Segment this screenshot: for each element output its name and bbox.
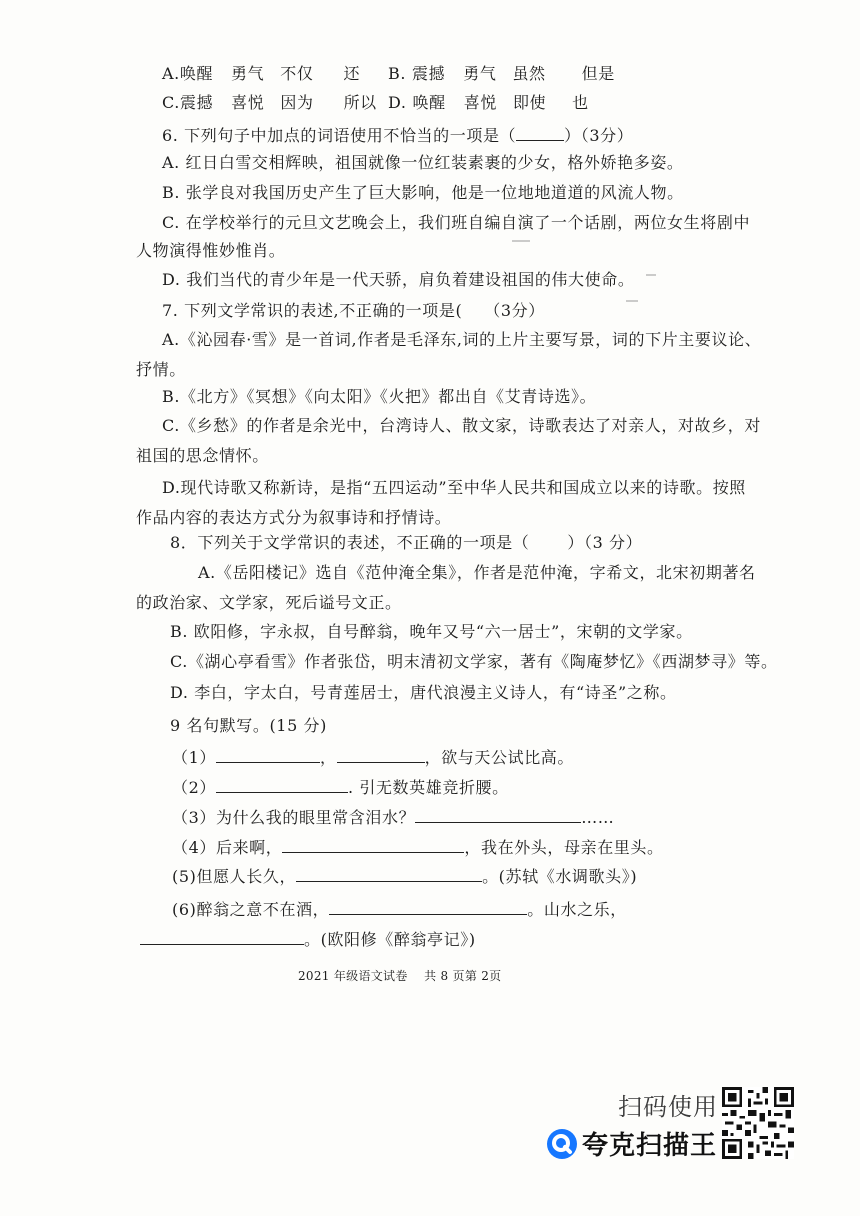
q7-option-d-line1: D.现代诗歌又称新诗，是指“五四运动”至中华人民共和国成立以来的诗歌。按照 (162, 478, 746, 497)
q9-item-4-blank[interactable] (282, 836, 464, 853)
q6-stem: 6. 下列句子中加点的词语使用不恰当的一项是（ ）（3分） (162, 126, 634, 145)
q5-option-b: B. 震撼 勇气 虽然 但是 (388, 64, 615, 83)
q5-option-d: D. 唤醒 喜悦 即使 也 (388, 93, 589, 112)
q9-item-2: （2） . 引无数英雄竞折腰。 (172, 778, 509, 797)
page-footer: 2021 年级语文试卷 共 8 页第 2页 (298, 969, 502, 983)
q9-item-1: （1） ， ，欲与天公试比高。 (172, 748, 574, 767)
q7-option-c-line1: C.《乡愁》的作者是余光中，台湾诗人、散文家，诗歌表达了对亲人，对故乡，对 (162, 416, 761, 435)
scan-label: 扫码使用 (618, 1093, 718, 1121)
q8-answer-blank[interactable] (529, 532, 567, 548)
q8-stem: 8．下列关于文学常识的表述，不正确的一项是（ ）（3 分） (170, 533, 643, 552)
q8-option-a-line2: 的政治家、文学家，死后谥号文正。 (136, 593, 402, 612)
quark-logo-icon (546, 1128, 578, 1160)
q5-option-c: C.震撼 喜悦 因为 所以 (162, 93, 377, 112)
scan-smudge (646, 274, 656, 276)
q6-option-c-line1: C. 在学校举行的元旦文艺晚会上，我们班自编自演了一个话剧，两位女生将剧中 (162, 213, 751, 232)
q9-item-6-continued: 。(欧阳修《醉翁亭记》) (140, 928, 476, 950)
q6-option-c-line2: 人物演得惟妙惟肖。 (136, 241, 286, 260)
q8-option-a-line1: A.《岳阳楼记》选自《范仲淹全集》，作者是范仲淹，字希文，北宋初期著名 (198, 563, 756, 582)
q9-item-1-blank-b[interactable] (337, 746, 425, 763)
q5-option-a: A.唤醒 勇气 不仅 还 (162, 64, 361, 83)
q8-option-c: C.《湖心亭看雪》作者张岱，明末清初文学家，著有《陶庵梦忆》《西湖梦寻》等。 (170, 652, 778, 671)
q6-option-d: D. 我们当代的青少年是一代天骄，肩负着建设祖国的伟大使命。 (162, 270, 635, 289)
q7-option-a-line2: 抒情。 (136, 360, 186, 379)
q6-answer-blank[interactable] (516, 124, 564, 141)
q9-item-1-blank-a[interactable] (216, 746, 320, 763)
q8-option-b: B. 欧阳修，字永叔，自号醉翁，晚年又号“六一居士”，宋朝的文学家。 (170, 622, 693, 641)
q6-option-b: B. 张学良对我国历史产生了巨大影响，他是一位地地道道的风流人物。 (162, 183, 684, 202)
q7-option-b: B.《北方》《冥想》《向太阳》《火把》都出自《艾青诗选》。 (162, 387, 597, 406)
q9-item-3-blank[interactable] (415, 806, 581, 823)
qr-code-icon[interactable] (722, 1087, 794, 1159)
q9-item-5: (5)但愿人长久， 。(苏轼《水调歌头》) (172, 867, 638, 886)
q8-option-d: D. 李白，字太白，号青莲居士，唐代浪漫主义诗人，有“诗圣”之称。 (170, 683, 677, 702)
scanner-watermark (540, 1087, 800, 1167)
q7-option-c-line2: 祖国的思念情怀。 (136, 446, 269, 465)
q9-item-5-blank[interactable] (296, 865, 482, 882)
q7-answer-blank[interactable] (462, 300, 484, 316)
q9-item-4: （4）后来啊， ，我在外头，母亲在里头。 (172, 838, 664, 857)
scan-smudge (626, 300, 638, 302)
q9-item-2-blank[interactable] (216, 776, 348, 793)
q9-item-6: (6)醉翁之意不在酒， 。山水之乐， (172, 900, 627, 919)
q9-title: 9 名句默写。(15 分) (170, 716, 327, 735)
q9-item-6-blank-a[interactable] (329, 898, 527, 915)
scan-smudge (512, 240, 530, 242)
q7-stem: 7. 下列文学常识的表述,不正确的一项是( （3分） (162, 301, 545, 320)
q6-option-a: A. 红日白雪交相辉映，祖国就像一位红装素裹的少女，格外娇艳多姿。 (162, 153, 684, 172)
brand-name: 夸克扫描王 (582, 1131, 718, 1161)
q9-item-6-blank-b[interactable] (140, 928, 304, 945)
q7-option-d-line2: 作品内容的表达方式分为叙事诗和抒情诗。 (136, 508, 452, 527)
q9-item-3: （3）为什么我的眼里常含泪水？ …… (172, 808, 615, 827)
q7-option-a-line1: A.《沁园春·雪》是一首词,作者是毛泽东,词的上片主要写景，词的下片主要议论、 (162, 330, 762, 349)
